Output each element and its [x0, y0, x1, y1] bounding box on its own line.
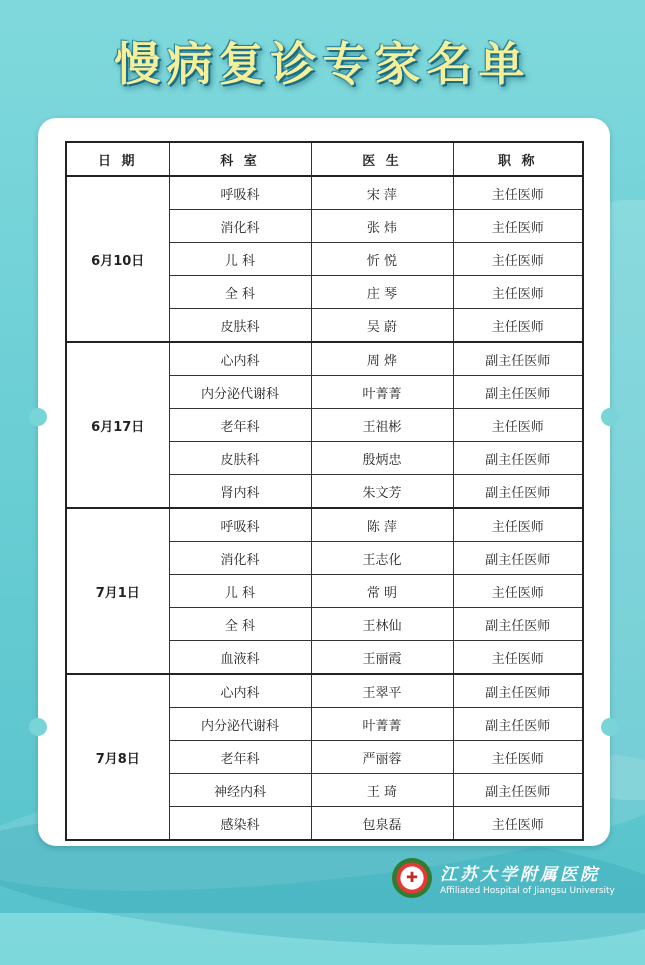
title-cell: 副主任医师 — [453, 342, 583, 376]
department-cell: 呼吸科 — [169, 508, 311, 542]
page-title: 慢病复诊专家名单 — [114, 37, 531, 91]
title-cell: 主任医师 — [453, 409, 583, 442]
department-cell: 全 科 — [169, 276, 311, 309]
title-cell: 副主任医师 — [453, 376, 583, 409]
doctor-cell: 吴 蔚 — [311, 309, 453, 343]
card-notch — [601, 408, 619, 426]
header-title: 职 称 — [453, 142, 583, 176]
date-cell: 6月17日 — [66, 342, 169, 508]
department-cell: 消化科 — [169, 542, 311, 575]
header-date: 日 期 — [66, 142, 169, 176]
title-cell: 副主任医师 — [453, 774, 583, 807]
doctor-cell: 周 烨 — [311, 342, 453, 376]
department-cell: 儿 科 — [169, 575, 311, 608]
title-cell: 副主任医师 — [453, 442, 583, 475]
card-notch — [29, 408, 47, 426]
doctor-cell: 庄 琴 — [311, 276, 453, 309]
department-cell: 血液科 — [169, 641, 311, 675]
department-cell: 皮肤科 — [169, 309, 311, 343]
doctor-cell: 王翠平 — [311, 674, 453, 708]
title-cell: 副主任医师 — [453, 475, 583, 509]
doctor-cell: 严丽蓉 — [311, 741, 453, 774]
date-cell: 6月10日 — [66, 176, 169, 342]
table-body — [66, 176, 583, 840]
emblem-cross: ✚ — [406, 870, 418, 886]
department-cell: 肾内科 — [169, 475, 311, 509]
title-cell: 主任医师 — [453, 210, 583, 243]
title-cell: 主任医师 — [453, 276, 583, 309]
doctor-cell: 殷炳忠 — [311, 442, 453, 475]
table-row — [66, 508, 583, 542]
table-row — [66, 674, 583, 708]
doctor-cell: 陈 萍 — [311, 508, 453, 542]
department-cell: 老年科 — [169, 409, 311, 442]
doctor-cell: 朱文芳 — [311, 475, 453, 509]
doctor-cell: 王志化 — [311, 542, 453, 575]
card-notch — [601, 718, 619, 736]
department-cell: 全 科 — [169, 608, 311, 641]
date-cell: 7月8日 — [66, 674, 169, 840]
doctor-cell: 叶菁菁 — [311, 708, 453, 741]
title-cell: 副主任医师 — [453, 608, 583, 641]
title-cell: 主任医师 — [453, 508, 583, 542]
department-cell: 内分泌代谢科 — [169, 376, 311, 409]
doctor-cell: 王丽霞 — [311, 641, 453, 675]
title-cell: 主任医师 — [453, 575, 583, 608]
hospital-name — [440, 860, 615, 896]
doctor-cell: 王 琦 — [311, 774, 453, 807]
title-cell: 主任医师 — [453, 741, 583, 774]
department-cell: 皮肤科 — [169, 442, 311, 475]
hospital-emblem-icon — [392, 858, 432, 898]
department-cell: 呼吸科 — [169, 176, 311, 210]
department-cell: 神经内科 — [169, 774, 311, 807]
doctor-cell: 张 炜 — [311, 210, 453, 243]
title-cell: 主任医师 — [453, 641, 583, 675]
doctor-cell: 忻 悦 — [311, 243, 453, 276]
doctor-cell: 叶菁菁 — [311, 376, 453, 409]
card-notch — [29, 718, 47, 736]
table-row — [66, 342, 583, 376]
title-cell: 副主任医师 — [453, 674, 583, 708]
schedule-table — [65, 141, 584, 841]
department-cell: 心内科 — [169, 342, 311, 376]
header-doctor: 医 生 — [311, 142, 453, 176]
title-cell: 主任医师 — [453, 807, 583, 841]
date-cell: 7月1日 — [66, 508, 169, 674]
department-cell: 心内科 — [169, 674, 311, 708]
department-cell: 儿 科 — [169, 243, 311, 276]
department-cell: 消化科 — [169, 210, 311, 243]
title-cell: 主任医师 — [453, 176, 583, 210]
department-cell: 内分泌代谢科 — [169, 708, 311, 741]
doctor-cell: 王祖彬 — [311, 409, 453, 442]
doctor-cell: 包泉磊 — [311, 807, 453, 841]
department-cell: 感染科 — [169, 807, 311, 841]
hospital-logo — [392, 858, 615, 898]
doctor-cell: 宋 萍 — [311, 176, 453, 210]
title-cell: 主任医师 — [453, 309, 583, 343]
title-cell: 副主任医师 — [453, 708, 583, 741]
hospital-name-cn: 江苏大学附属医院 — [440, 865, 600, 885]
doctor-cell: 常 明 — [311, 575, 453, 608]
header-department: 科 室 — [169, 142, 311, 176]
title-cell: 副主任医师 — [453, 542, 583, 575]
table-row — [66, 176, 583, 210]
title-cell: 主任医师 — [453, 243, 583, 276]
doctor-cell: 王林仙 — [311, 608, 453, 641]
table-header-row — [66, 142, 583, 176]
department-cell: 老年科 — [169, 741, 311, 774]
hospital-name-en: Affiliated Hospital of Jiangsu University — [440, 886, 615, 896]
